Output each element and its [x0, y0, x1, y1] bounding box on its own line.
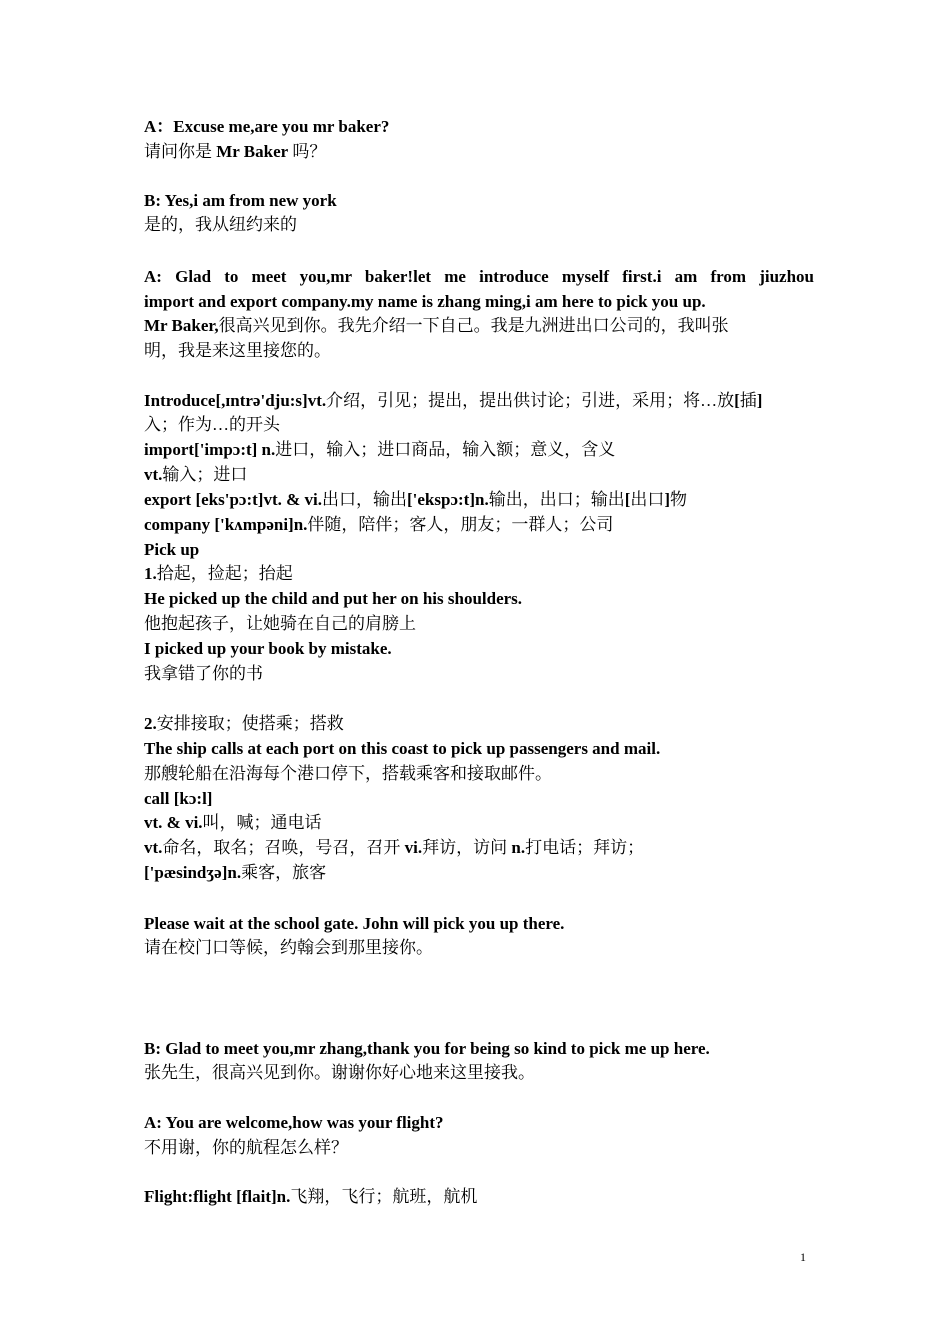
translation-a-3: 不用谢，你的航程怎么样？ [144, 1138, 348, 1157]
translation-a-2-line2: 明，我是来这里接您的。 [144, 341, 331, 360]
translation-a-2-line1: Mr Baker,很高兴见到你。我先介绍一下自己。我是九洲进出口公司的，我叫张 [144, 316, 729, 335]
vocab-call-vt: vt.命名，取名；召唤，号召，召开 vi.拜访，访问 n.打电话；拜访； [144, 838, 645, 857]
vocab-import: import['impɔ:t] n.进口，输入；进口商品，输入额；意义，含义 [144, 440, 616, 459]
vocab-pick-up: Pick up [144, 540, 200, 559]
example-2-zh: 我拿错了你的书 [144, 664, 263, 683]
vocab-call: call [kɔ:l] [144, 789, 213, 808]
vocab-flight: Flight:flight [flait]n.飞翔，飞行；航班，航机 [144, 1187, 478, 1206]
pick-up-sense-2: 2.安排接取；使搭乘；搭救 [144, 714, 344, 733]
example-1-en: He picked up the child and put her on his shoulders. [144, 589, 523, 608]
vocab-company: company ['kʌmpəni]n.伴随，陪伴；客人，朋友；一群人；公司 [144, 515, 614, 534]
example-2-en: I picked up your book by mistake. [144, 639, 392, 658]
dialogue-a-2-line2: import and export company.my name is zhang ming,i am here to pick you up. [144, 292, 706, 311]
vocab-import-vt: vt.输入；进口 [144, 465, 248, 484]
dialogue-b-1: B: Yes,i am from new york [144, 191, 337, 210]
dialogue-b-2: B: Glad to meet you,mr zhang,thank you for being so kind to pick me up here. [144, 1039, 710, 1058]
vocab-introduce: Introduce[,ɪntrə'dju:s]vt.介绍，引见；提出，提出供讨论；引进，采用；将…放[插] [144, 391, 763, 410]
example-4-zh: 请在校门口等候，约翰会到那里接你。 [144, 938, 433, 957]
example-3-en: The ship calls at each port on this coast to pick up passengers and mail. [144, 739, 661, 758]
example-3-zh: 那艘轮船在沿海每个港口停下，搭载乘客和接取邮件。 [144, 764, 552, 783]
translation-b-2: 张先生，很高兴见到你。谢谢你好心地来这里接我。 [144, 1063, 535, 1082]
vocab-export: export [eks'pɔ:t]vt. & vi.出口，输出['ekspɔ:t]n.输出，出口；输出[出口]物 [144, 490, 688, 509]
vocab-call-vt-vi: vt. & vi.叫，喊；通电话 [144, 813, 322, 832]
page-number: 1 [800, 1250, 806, 1264]
dialogue-a-1: A：Excuse me,are you mr baker? [144, 117, 390, 136]
translation-a-1: 请问你是 Mr Baker 吗？ [144, 142, 327, 161]
example-1-zh: 他抱起孩子，让她骑在自己的肩膀上 [144, 614, 416, 633]
dialogue-a-3: A: You are welcome,how was your flight? [144, 1113, 444, 1132]
vocab-passenger: ['pæsindʒə]n.乘客，旅客 [144, 863, 327, 882]
translation-b-1: 是的，我从纽约来的 [144, 215, 297, 234]
dialogue-a-2-line1: A: Glad to meet you,mr baker!let me introduce myself first.i am from jiuzhou [144, 267, 814, 286]
pick-up-sense-1: 1.拾起，捡起；抬起 [144, 564, 293, 583]
example-4-en: Please wait at the school gate. John will pick you up there. [144, 914, 565, 933]
vocab-introduce-cont: 入；作为…的开头 [144, 415, 280, 434]
